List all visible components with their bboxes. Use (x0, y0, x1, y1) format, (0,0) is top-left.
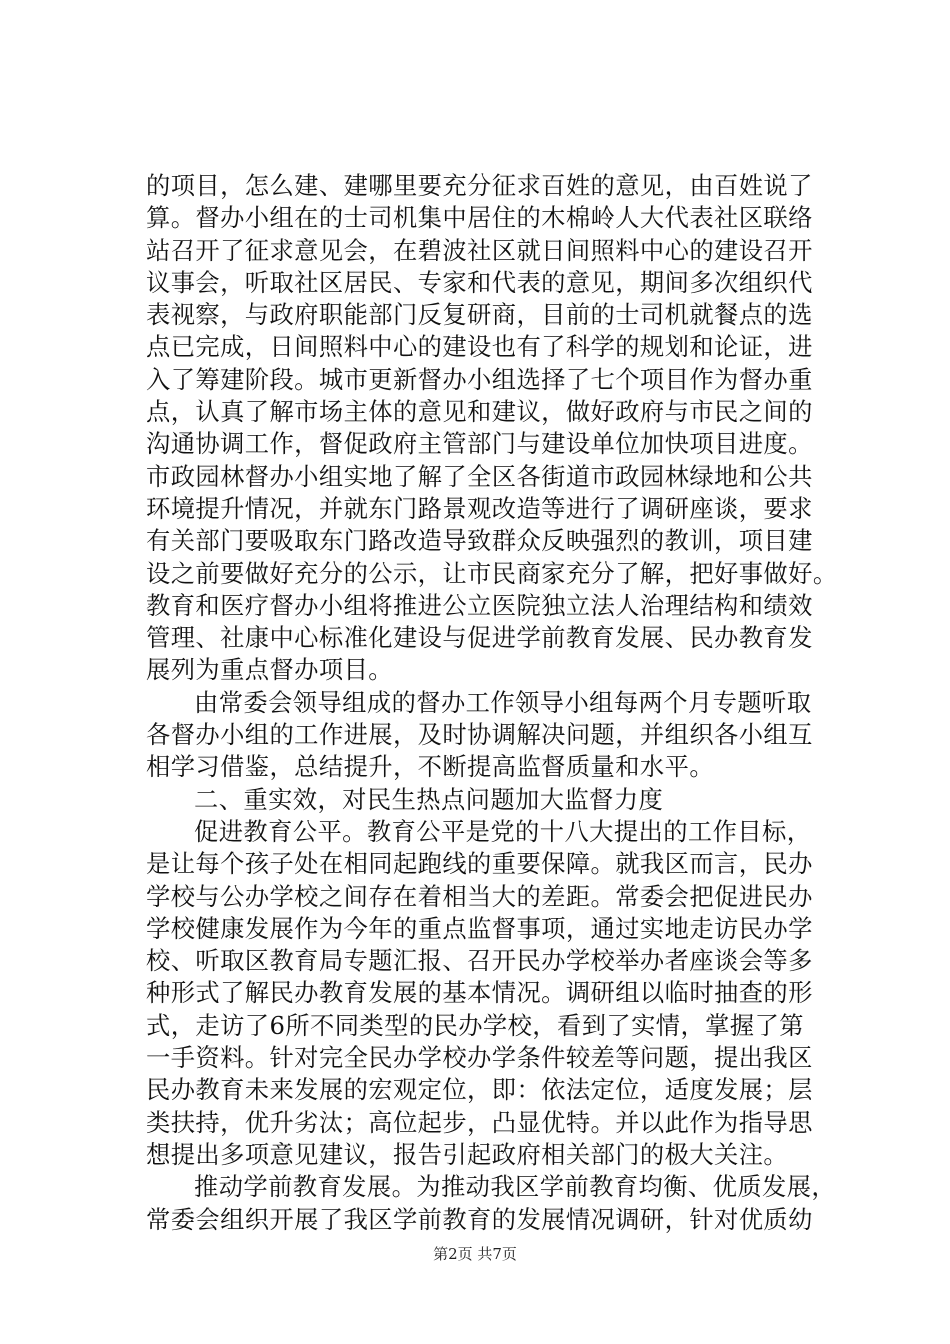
body-text (146, 170, 838, 1236)
text-line: 议事会，听取社区居民、专家和代表的意见，期间多次组织代 (146, 267, 813, 297)
text-line: 管理、社康中心标准化建设与促进学前教育发展、民办教育发 (146, 623, 813, 653)
text-line: 民办教育未来发展的宏观定位，即：依法定位，适度发展；层 (146, 1075, 813, 1105)
text-line: 是让每个孩子处在相同起跑线的重要保障。就我区而言，民办 (146, 849, 813, 879)
text-line: 常委会组织开展了我区学前教育的发展情况调研，针对优质幼 (146, 1204, 813, 1234)
text-line: 设之前要做好充分的公示，让市民商家充分了解，把好事做好。 (146, 558, 838, 588)
text-line: 各督办小组的工作进展，及时协调解决问题，并组织各小组互 (146, 720, 813, 750)
page-footer: 第2页 共7页 (433, 1245, 517, 1263)
text-line: 点，认真了解市场主体的意见和建议，做好政府与市民之间的 (146, 397, 813, 427)
text-line: 教育和医疗督办小组将推进公立医院独立法人治理结构和绩效 (146, 590, 813, 620)
text-line: 算。督办小组在的士司机集中居住的木棉岭人大代表社区联络 (146, 203, 813, 233)
text-line: 想提出多项意见建议，报告引起政府相关部门的极大关注。 (146, 1139, 789, 1169)
text-line: 沟通协调工作，督促政府主管部门与建设单位加快项目进度。 (146, 429, 813, 459)
text-line: 种形式了解民办教育发展的基本情况。调研组以临时抽查的形 (146, 978, 813, 1008)
text-line: 站召开了征求意见会，在碧波社区就日间照料中心的建设召开 (146, 235, 813, 265)
text-line: 环境提升情况，并就东门路景观改造等进行了调研座谈，要求 (146, 493, 813, 523)
text-line: 入了筹建阶段。城市更新督办小组选择了七个项目作为督办重 (146, 364, 813, 394)
paragraph-start-line: 促进教育公平。教育公平是党的十八大提出的工作目标， (194, 816, 812, 846)
text-line: 展列为重点督办项目。 (146, 655, 393, 685)
text-line: 式，走访了6所不同类型的民办学校，看到了实情，掌握了第 (146, 1010, 804, 1040)
section-heading: 二、重实效，对民生热点问题加大监督力度 (194, 784, 664, 814)
text-line: 学校与公办学校之间存在着相当大的差距。常委会把促进民办 (146, 881, 813, 911)
text-line: 学校健康发展作为今年的重点监督事项，通过实地走访民办学 (146, 913, 813, 943)
text-line: 有关部门要吸取东门路改造导致群众反映强烈的教训，项目建 (146, 526, 813, 556)
paragraph-start-line: 推动学前教育发展。为推动我区学前教育均衡、优质发展， (194, 1172, 837, 1202)
text-line: 类扶持，优升劣汰；高位起步，凸显优特。并以此作为指导思 (146, 1107, 813, 1137)
text-line: 相学习借鉴，总结提升，不断提高监督质量和水平。 (146, 752, 715, 782)
text-line: 一手资料。针对完全民办学校办学条件较差等问题，提出我区 (146, 1043, 813, 1073)
text-line: 市政园林督办小组实地了解了全区各街道市政园林绿地和公共 (146, 461, 813, 491)
text-line: 校、听取区教育局专题汇报、召开民办学校举办者座谈会等多 (146, 946, 813, 976)
paragraph-start-line: 由常委会领导组成的督办工作领导小组每两个月专题听取 (194, 687, 812, 717)
text-line: 表视察，与政府职能部门反复研商，目前的士司机就餐点的选 (146, 300, 813, 330)
text-line: 的项目，怎么建、建哪里要充分征求百姓的意见，由百姓说了 (146, 171, 813, 200)
text-line: 点已完成，日间照料中心的建设也有了科学的规划和论证，进 (146, 332, 813, 362)
